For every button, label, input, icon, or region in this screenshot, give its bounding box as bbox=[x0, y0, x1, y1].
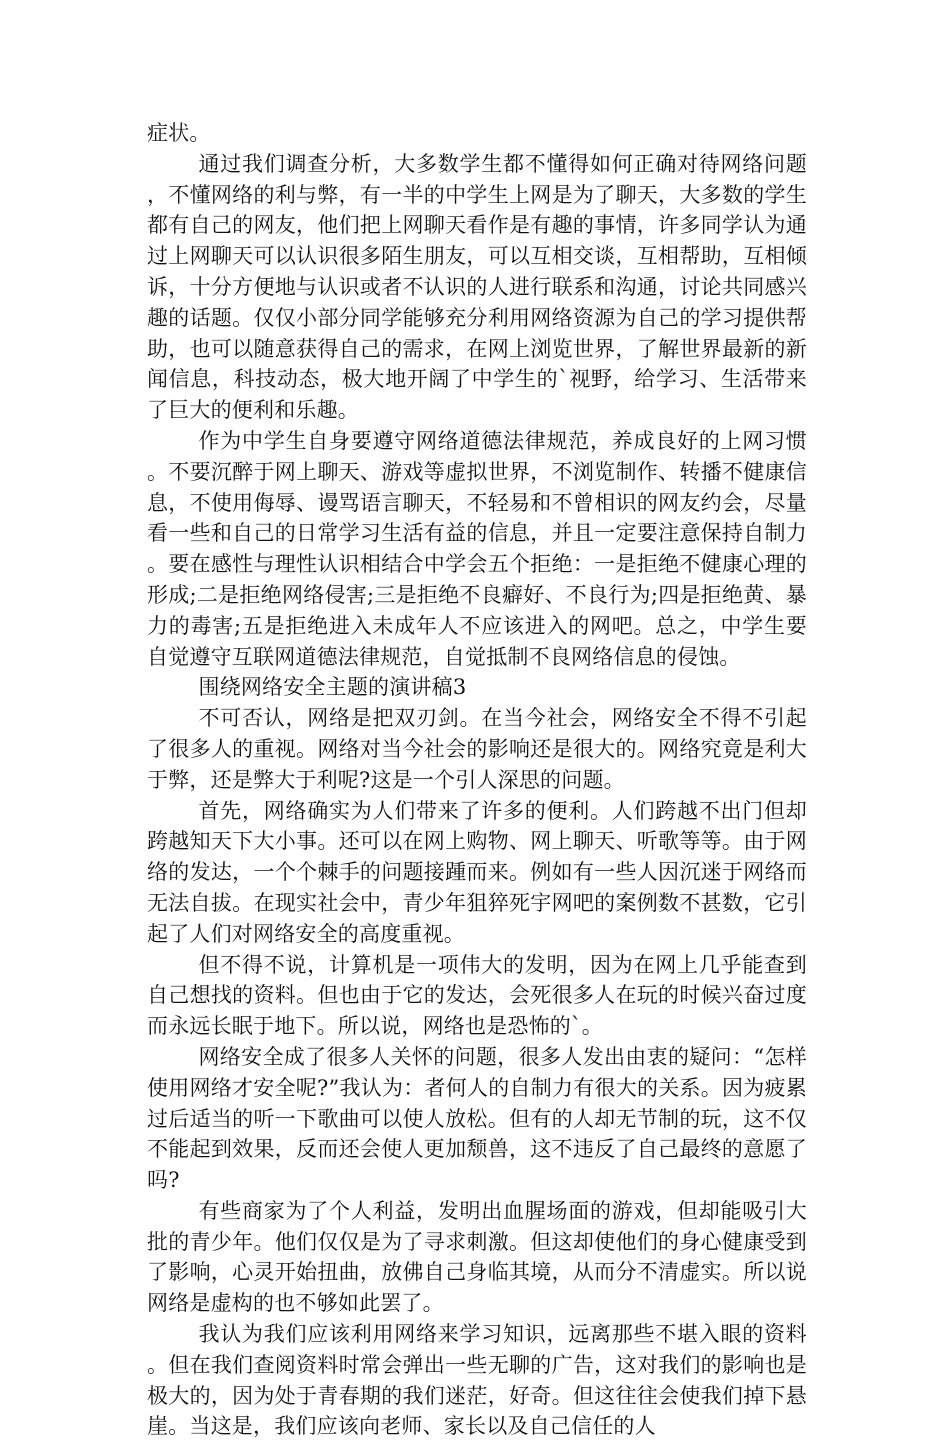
paragraph: 通过我们调查分析，大多数学生都不懂得如何正确对待网络问题，不懂网络的利与弊，有一半的中学生上网是为了聊天，大多数的学生都有自己的网友，他们把上网聊天看作是有趣的事情，许多同学认为通过上网聊天可以认识很多陌生朋友，可以互相交谈，互相帮助，互相倾诉，十分方便地与认识或者不认识的人进行联系和沟通，讨论共同感兴趣的话题。仅仅小部分同学能够充分利用网络资源为自己的学习提供帮助，也可以随意获得自己的需求，在网上浏览世界，了解世界最新的新闻信息，科技动态，极大地开阔了中学生的`视野，给学习、生活带来了巨大的便利和乐趣。 bbox=[147, 151, 807, 423]
paragraph: 我认为我们应该利用网络来学习知识，远离那些不堪入眼的资料。但在我们查阅资料时常会弹出一些无聊的广告，这对我们的影响也是极大的，因为处于青春期的我们迷茫，好奇。但这往往会使我们掉下悬崖。当这是，我们应该向老师、家长以及自己信任的人 bbox=[147, 1322, 807, 1439]
section-heading: 围绕网络安全主题的演讲稿3 bbox=[198, 675, 467, 700]
paragraph: 不可否认，网络是把双刃剑。在当今社会，网络安全不得不引起了很多人的重视。网络对当今社会的影响还是很大的。网络究竟是利大于弊，还是弊大于利呢?这是一个引人深思的问题。 bbox=[147, 706, 807, 792]
document-body bbox=[147, 118, 807, 1442]
paragraph-continuation: 症状。 bbox=[147, 121, 211, 145]
paragraph: 首先，网络确实为人们带来了许多的便利。人们跨越不出门但却跨越知天下大小事。还可以在网上购物、网上聊天、听歌等等。由于网络的发达，一个个棘手的问题接踵而来。例如有一些人因沉迷于网络而无法自拔。在现实社会中，青少年狙猝死宇网吧的案例数不甚数，它引起了人们对网络安全的高度重视。 bbox=[147, 798, 807, 946]
paragraph: 网络安全成了很多人关怀的问题，很多人发出由衷的疑问：“怎样使用网络才安全呢?”我认为：者何人的自制力有很大的关系。因为疲累过后适当的听一下歌曲可以使人放松。但有的人却无节制的玩，这不仅不能起到效果，反而还会使人更加颓兽，这不违反了自己最终的意愿了吗? bbox=[147, 1044, 807, 1193]
paragraph: 作为中学生自身要遵守网络道德法律规范，养成良好的上网习惯。不要沉醉于网上聊天、游戏等虚拟世界，不浏览制作、转播不健康信息，不使用侮辱、谩骂语言聊天，不轻易和不曾相识的网友约会，尽量看一些和自己的日常学习生活有益的信息，并且一定要注意保持自制力。要在感性与理性认识相结合中学会五个拒绝：一是拒绝不健康心理的形成;二是拒绝网络侵害;三是拒绝不良癖好、不良行为;四是拒绝黄、暴力的毒害;五是拒绝进入未成年人不应该进入的网吧。总之，中学生要自觉遵守互联网道德法律规范，自觉抵制不良网络信息的侵蚀。 bbox=[147, 428, 807, 669]
paragraph: 有些商家为了个人利益，发明出血腥场面的游戏，但却能吸引大批的青少年。他们仅仅是为了寻求刺激。但这却使他们的身心健康受到了影响，心灵开始扭曲，放佛自己身临其境，从而分不清虚实。所以说网络是虚构的也不够如此罢了。 bbox=[147, 1198, 807, 1316]
paragraph: 但不得不说，计算机是一项伟大的发明，因为在网上几乎能查到自己想找的资料。但也由于它的发达，会死很多人在玩的时候兴奋过度而永远长眠于地下。所以说，网络也是恐怖的`。 bbox=[147, 952, 807, 1039]
